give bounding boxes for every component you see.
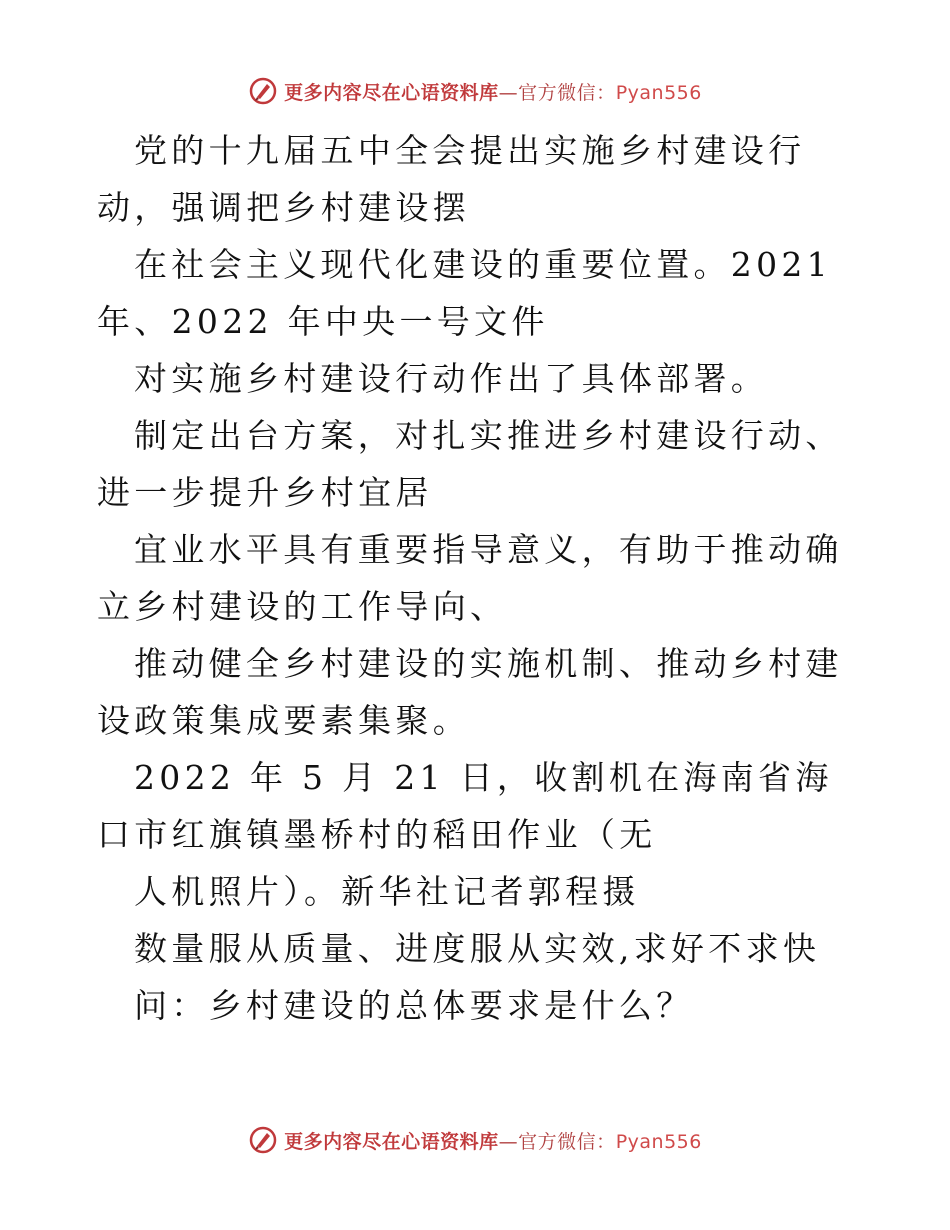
pen-logo-icon — [248, 1125, 278, 1155]
pen-logo-icon — [248, 76, 278, 106]
paragraph: 对实施乡村建设行动作出了具体部署。 — [134, 359, 769, 398]
paragraph: 2022 年 5 月 21 日，收割机在海南省海口市红旗镇墨桥村的稻田作业（无 — [97, 758, 833, 854]
paragraph: 在社会主义现代化建设的重要位置。2021 年、2022 年中央一号文件 — [97, 245, 832, 341]
paragraph: 数量服从质量、进度服从实效,求好不求快 — [134, 929, 821, 968]
paragraph: 推动健全乡村建设的实施机制、推动乡村建设政策集成要素集聚。 — [97, 644, 843, 740]
footer-watermark — [0, 1120, 950, 1160]
watermark-text: 更多内容尽在心语资料库—官方微信：Pyan556 — [284, 1130, 702, 1153]
header-watermark — [0, 71, 950, 111]
watermark-text: 更多内容尽在心语资料库—官方微信：Pyan556 — [284, 81, 702, 104]
paragraph: 党的十九届五中全会提出实施乡村建设行动，强调把乡村建设摆 — [97, 131, 806, 227]
paragraph: 制定出台方案，对扎实推进乡村建设行动、进一步提升乡村宜居 — [97, 416, 843, 512]
document-body — [97, 122, 857, 1034]
paragraph: 人机照片）。新华社记者郭程摄 — [134, 872, 640, 911]
paragraph: 问：乡村建设的总体要求是什么？ — [134, 986, 694, 1025]
paragraph: 宜业水平具有重要指导意义，有助于推动确立乡村建设的工作导向、 — [97, 530, 843, 626]
